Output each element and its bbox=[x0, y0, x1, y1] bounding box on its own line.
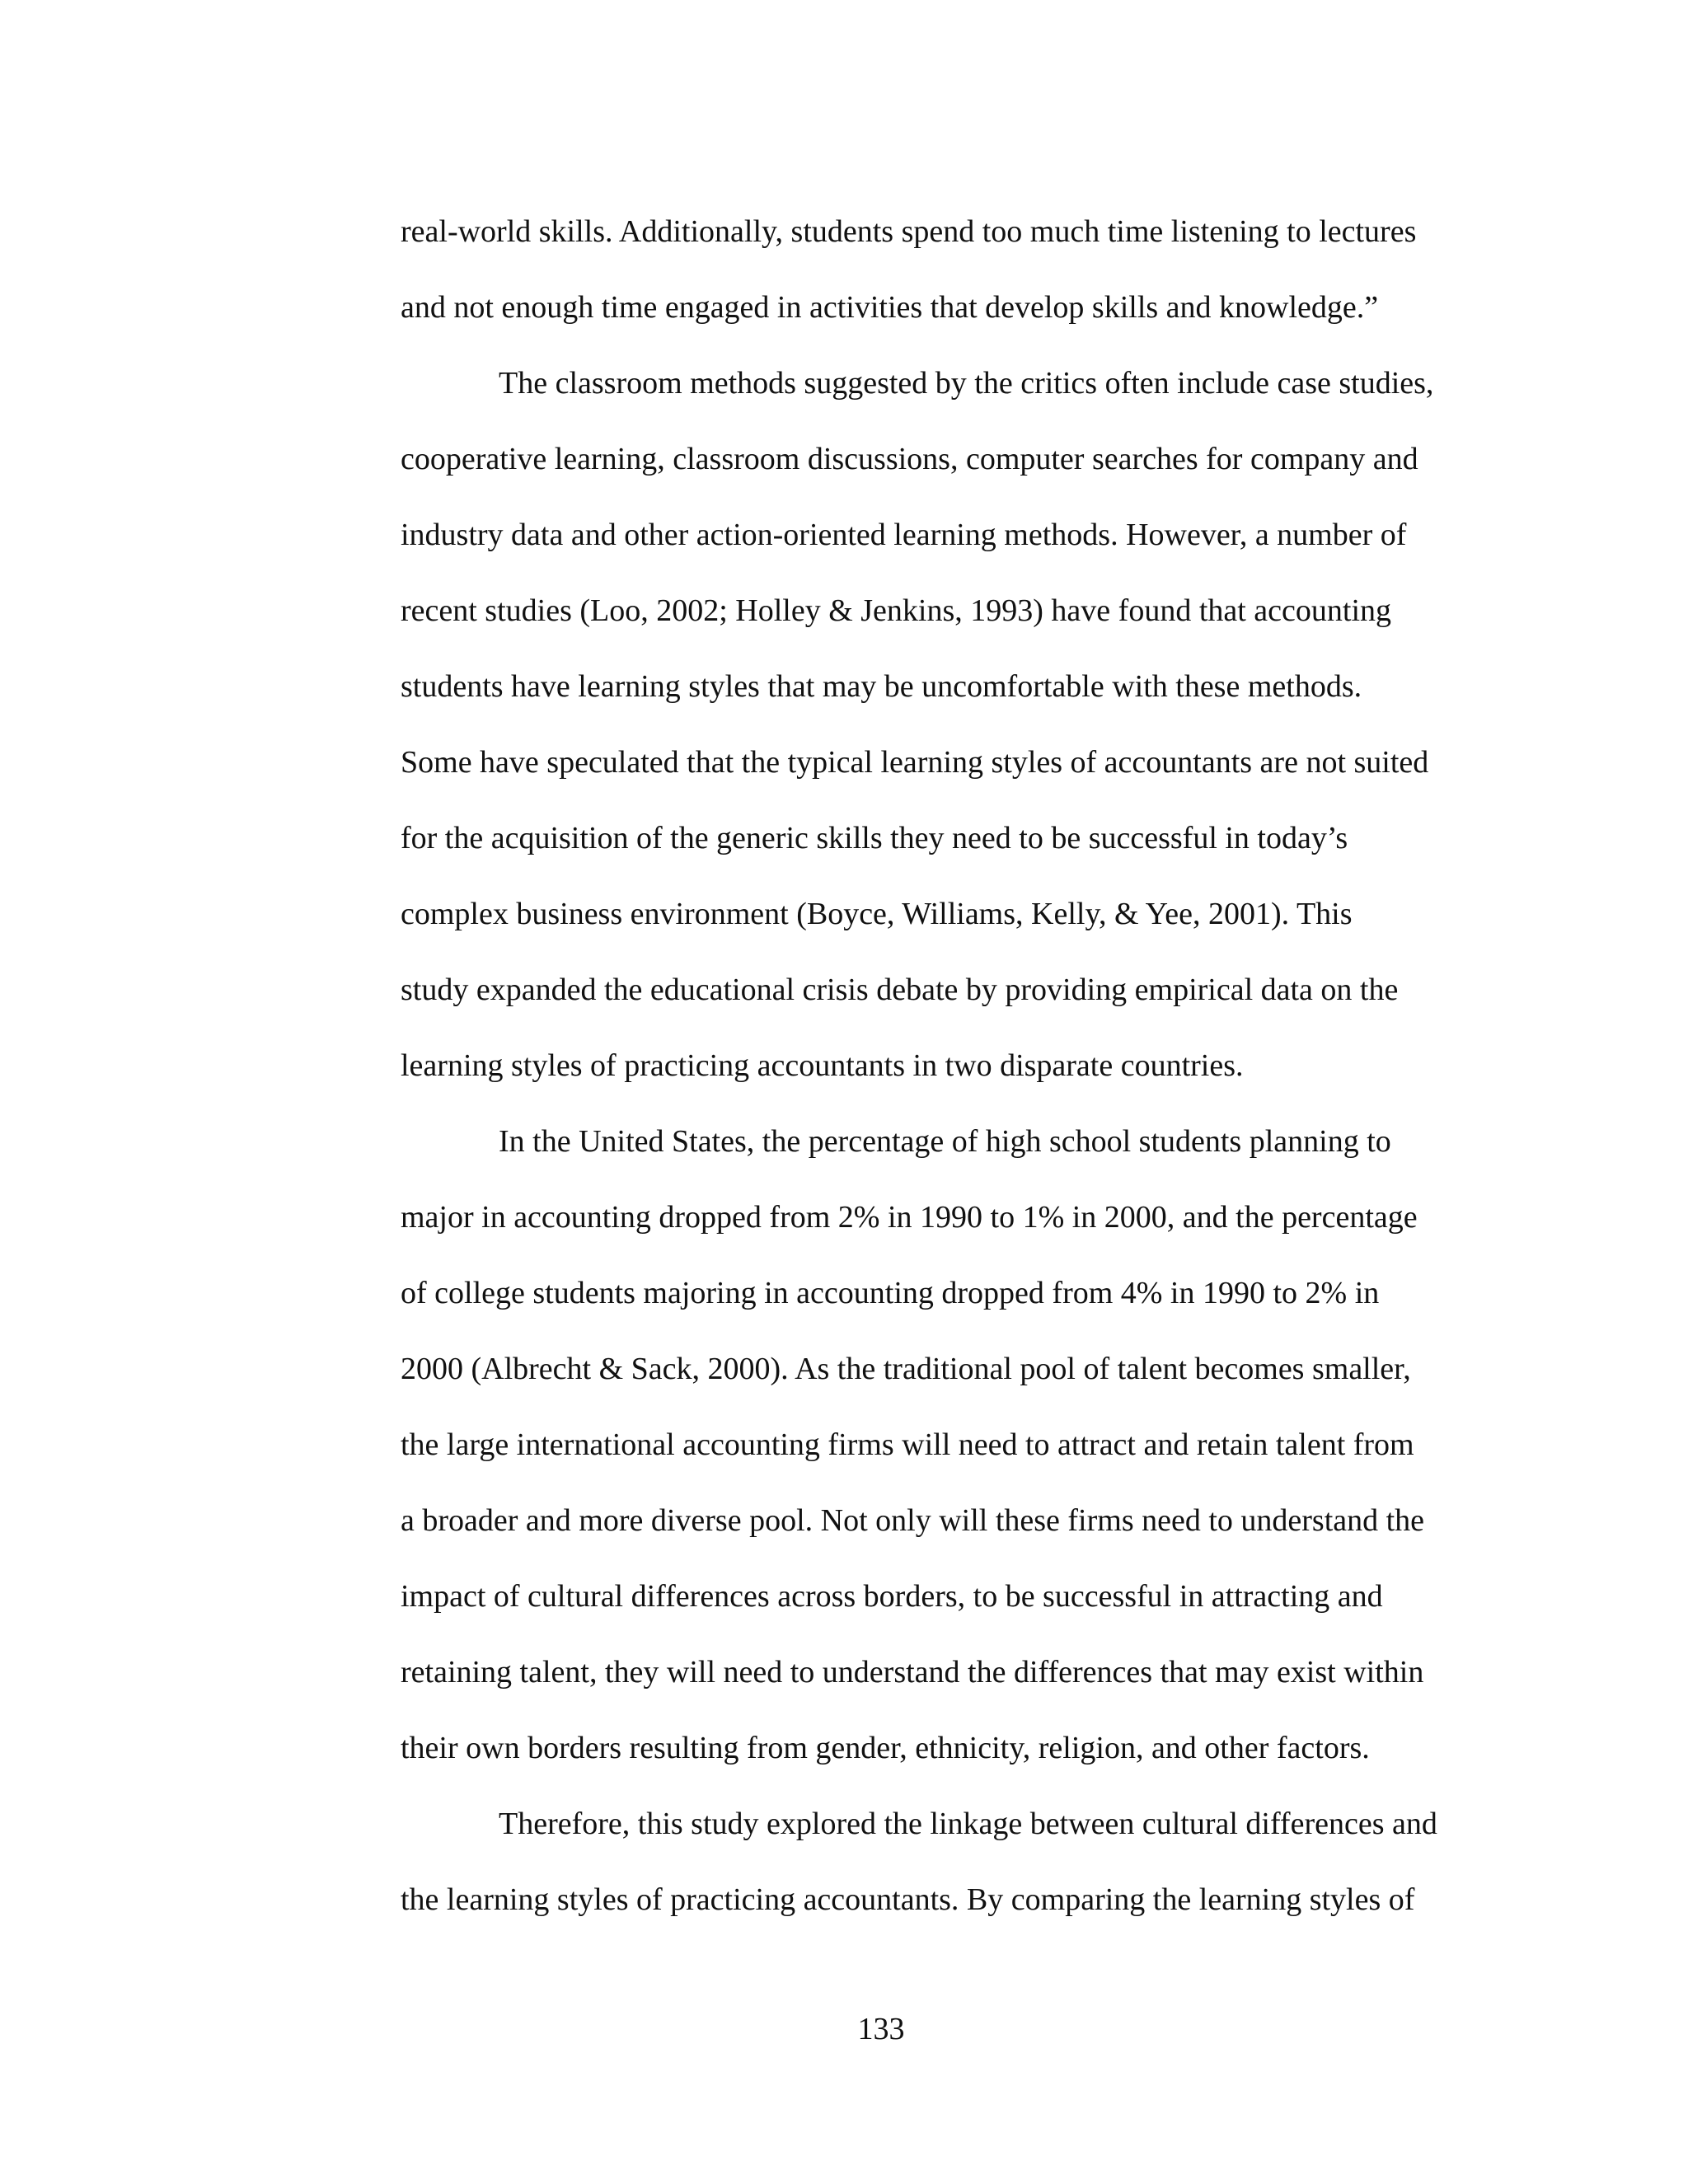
paragraph-start-line: Therefore, this study explored the linkage between cultural differences and bbox=[499, 1807, 1437, 1841]
text-line: a broader and more diverse pool. Not only will these firms need to understand the bbox=[401, 1503, 1425, 1538]
text-line: their own borders resulting from gender, ethnicity, religion, and other factors. bbox=[401, 1731, 1370, 1765]
text-line: learning styles of practicing accountants in two disparate countries. bbox=[401, 1048, 1244, 1083]
text-line: of college students majoring in accounting dropped from 4% in 1990 to 2% in bbox=[401, 1276, 1380, 1310]
text-line: industry data and other action-oriented learning methods. However, a number of bbox=[401, 518, 1407, 552]
text-line: and not enough time engaged in activities that develop skills and knowledge.” bbox=[401, 290, 1379, 325]
text-line: retaining talent, they will need to understand the differences that may exist within bbox=[401, 1655, 1424, 1690]
paragraph-start-line: The classroom methods suggested by the critics often include case studies, bbox=[499, 366, 1434, 401]
paragraph-start-line: In the United States, the percentage of high school students planning to bbox=[499, 1124, 1391, 1159]
text-line: the learning styles of practicing accountants. By comparing the learning styles of bbox=[401, 1882, 1415, 1917]
page-number: 133 bbox=[857, 2012, 905, 2046]
text-line: students have learning styles that may be uncomfortable with these methods. bbox=[401, 669, 1362, 704]
text-line: complex business environment (Boyce, Williams, Kelly, & Yee, 2001). This bbox=[401, 897, 1353, 931]
text-line: recent studies (Loo, 2002; Holley & Jenkins, 1993) have found that accounting bbox=[401, 593, 1392, 628]
text-line: major in accounting dropped from 2% in 1990 to 1% in 2000, and the percentage bbox=[401, 1200, 1418, 1235]
text-line: real-world skills. Additionally, students spend too much time listening to lectures bbox=[401, 214, 1417, 249]
text-line: cooperative learning, classroom discussions, computer searches for company and bbox=[401, 442, 1418, 476]
text-line: 2000 (Albrecht & Sack, 2000). As the traditional pool of talent becomes smaller, bbox=[401, 1352, 1411, 1386]
text-line: for the acquisition of the generic skills they need to be successful in today’s bbox=[401, 821, 1348, 855]
text-line: impact of cultural differences across borders, to be successful in attracting and bbox=[401, 1579, 1383, 1614]
text-line: study expanded the educational crisis debate by providing empirical data on the bbox=[401, 972, 1399, 1007]
text-line: Some have speculated that the typical learning styles of accountants are not suited bbox=[401, 745, 1429, 780]
text-line: the large international accounting firms will need to attract and retain talent from bbox=[401, 1427, 1414, 1462]
